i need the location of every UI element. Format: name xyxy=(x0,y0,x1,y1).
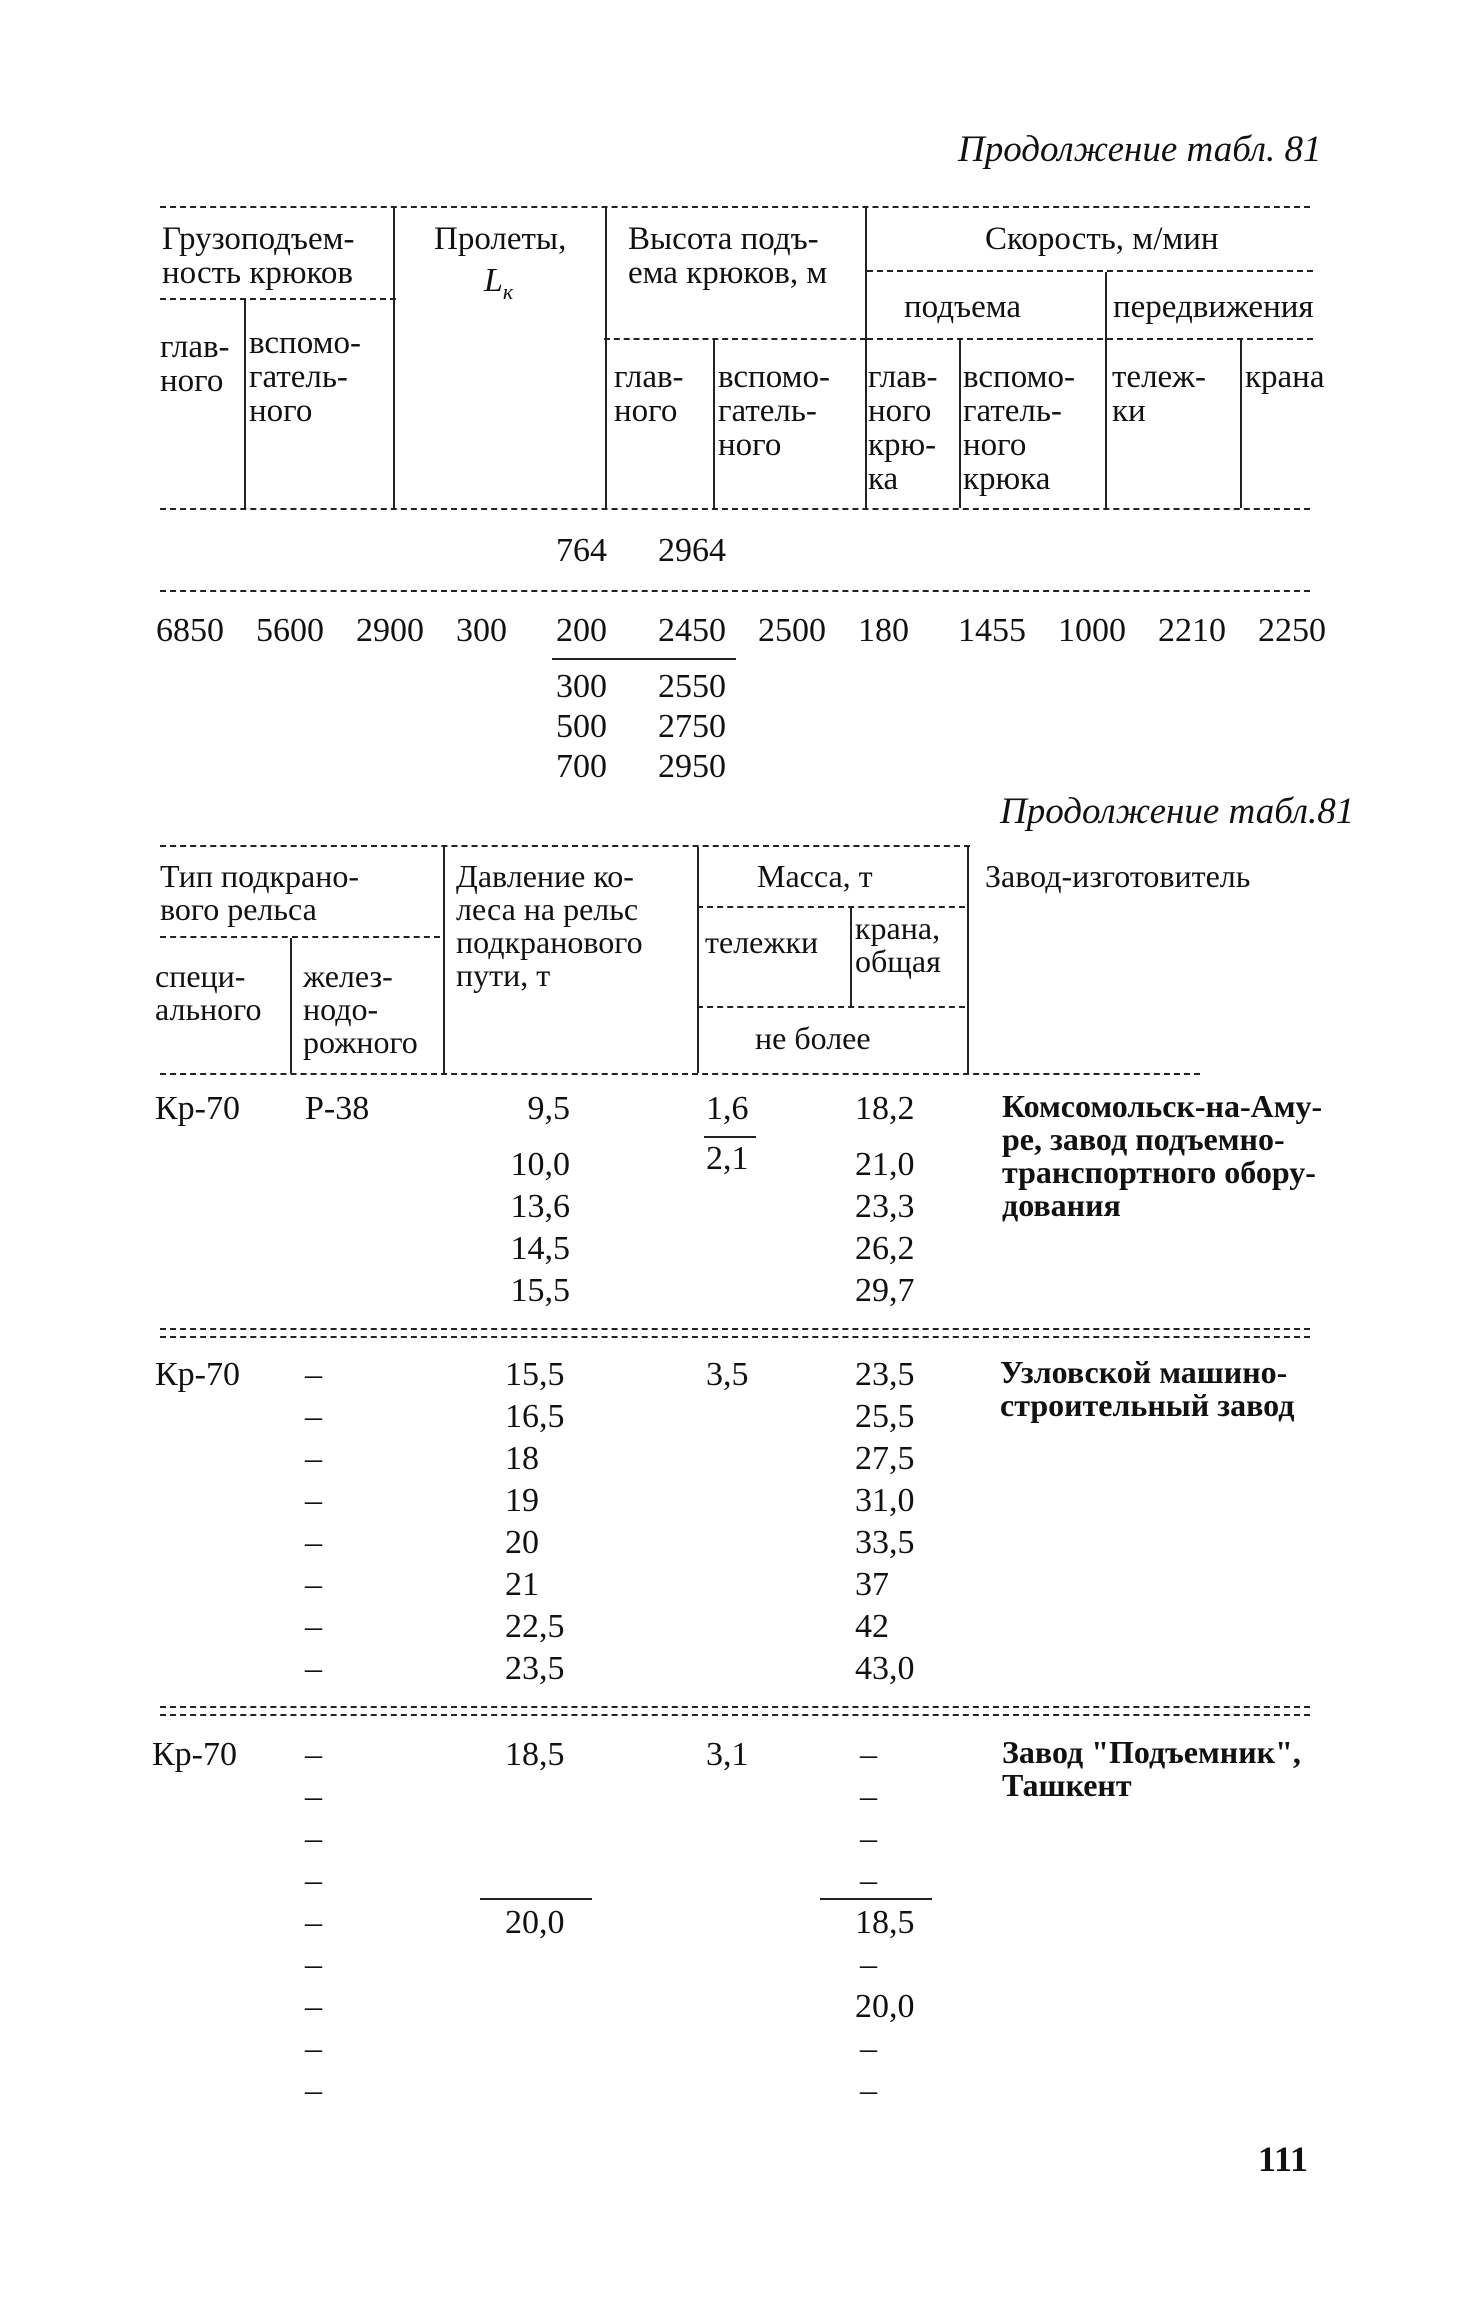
group3-crane: – xyxy=(860,1862,877,1899)
group2-railway: – xyxy=(305,1524,322,1561)
rule xyxy=(160,936,440,938)
group3-crane: – xyxy=(860,1820,877,1857)
main-row-value: 5600 xyxy=(256,612,324,649)
group2-crane: 31,0 xyxy=(855,1482,915,1519)
sub-row-value: 2950 xyxy=(658,748,726,785)
group2-crane: 33,5 xyxy=(855,1524,915,1561)
rule xyxy=(820,1898,932,1900)
group2-railway: – xyxy=(305,1398,322,1435)
main-row-value: 2250 xyxy=(1258,612,1326,649)
rule xyxy=(850,908,852,1006)
header-capacity-main: глав- ного xyxy=(160,329,230,399)
rule xyxy=(480,1898,592,1900)
group2-crane: 27,5 xyxy=(855,1440,915,1477)
group2-railway: – xyxy=(305,1608,322,1645)
header-spans-symbol xyxy=(484,262,513,305)
table2-top-rule xyxy=(160,845,970,847)
group2-railway: – xyxy=(305,1356,322,1393)
table1-top-rule xyxy=(160,206,1310,208)
group1-trolley-numerator: 1,6 xyxy=(706,1090,749,1127)
group1-crane: 21,0 xyxy=(855,1146,915,1183)
rule xyxy=(867,338,1313,340)
header-height: Высота подъ- ема крюков, м xyxy=(628,221,828,291)
header-manufacturer: Завод-изготовитель xyxy=(985,858,1251,894)
rule xyxy=(290,938,292,1073)
sub-row-value: 2550 xyxy=(658,668,726,705)
rule xyxy=(244,300,246,508)
header-lift-main: глав- ного крю- ка xyxy=(868,359,938,497)
group3-pressure: 20,0 xyxy=(505,1904,565,1941)
group3-railway: – xyxy=(305,1946,322,1983)
group1-pressure: 10,0 xyxy=(510,1146,570,1183)
rule xyxy=(160,298,396,300)
main-row-value: 300 xyxy=(456,612,507,649)
main-row-value: 1000 xyxy=(1058,612,1126,649)
header-pressure: Давление ко- леса на рельс подкранового пути, т xyxy=(456,858,643,993)
group1-crane: 23,3 xyxy=(855,1188,915,1225)
group3-pressure: 18,5 xyxy=(505,1736,565,1773)
rule xyxy=(697,847,699,1073)
group2-pressure: 21 xyxy=(505,1566,539,1603)
group1-pressure: 9,5 xyxy=(527,1090,570,1127)
header-mass-trolley: тележки xyxy=(705,924,819,960)
group1-pressure: 15,5 xyxy=(510,1272,570,1309)
group2-railway: – xyxy=(305,1440,322,1477)
group1-railway: Р-38 xyxy=(305,1090,370,1127)
group1-crane: 29,7 xyxy=(855,1272,915,1309)
rule xyxy=(443,847,445,1073)
group2-rail: Кр-70 xyxy=(155,1356,240,1393)
main-row-value: 1455 xyxy=(958,612,1026,649)
group2-manufacturer: Узловской машино- строительный завод xyxy=(1000,1354,1295,1423)
sub-row-value: 700 xyxy=(556,748,607,785)
group1-rail: Кр-70 xyxy=(155,1090,240,1127)
pre-row-value: 764 xyxy=(556,532,607,569)
spans-symbol: L xyxy=(484,262,503,299)
main-row-value: 2500 xyxy=(758,612,826,649)
group2-pressure: 22,5 xyxy=(505,1608,565,1645)
group2-crane: 43,0 xyxy=(855,1650,915,1687)
header-travel: передвижения xyxy=(1113,289,1314,325)
rule xyxy=(160,1336,1310,1338)
rule xyxy=(967,847,969,1073)
sub-row-value: 500 xyxy=(556,708,607,745)
group3-railway: – xyxy=(305,2030,322,2067)
main-row-value: 2450 xyxy=(658,612,726,649)
group2-railway: – xyxy=(305,1482,322,1519)
main-row-value: 180 xyxy=(858,612,909,649)
main-row-value: 2900 xyxy=(356,612,424,649)
group2-pressure: 18 xyxy=(505,1440,539,1477)
pre-row-value: 2964 xyxy=(658,532,726,569)
group3-railway: – xyxy=(305,1736,322,1773)
header-capacity: Грузоподъем- ность крюков xyxy=(162,221,355,291)
header-rail-type: Тип подкрано- вого рельса xyxy=(160,858,360,927)
group2-crane: 42 xyxy=(855,1608,889,1645)
header-crane: крана xyxy=(1245,359,1325,395)
header-special: специ- ального xyxy=(155,958,262,1027)
table2-header-bottom-rule xyxy=(160,1073,1200,1075)
rule xyxy=(160,590,1310,592)
group2-railway: – xyxy=(305,1650,322,1687)
header-capacity-aux: вспомо- гатель- ного xyxy=(249,325,361,429)
group3-railway: – xyxy=(305,1820,322,1857)
group1-crane: 18,2 xyxy=(855,1090,915,1127)
page-number: 111 xyxy=(1258,2139,1309,2179)
group2-pressure: 23,5 xyxy=(505,1650,565,1687)
rule xyxy=(959,340,961,508)
spans-sub: к xyxy=(502,278,514,304)
group1-manufacturer: Комсомольск-на-Аму- ре, завод подъемно- транспортного обору- дования xyxy=(1002,1088,1323,1223)
group3-railway: – xyxy=(305,1778,322,1815)
group3-crane: – xyxy=(860,1736,877,1773)
rule xyxy=(865,208,867,508)
group2-trolley: 3,5 xyxy=(706,1356,749,1393)
group1-crane: 26,2 xyxy=(855,1230,915,1267)
main-row-value: 200 xyxy=(556,612,607,649)
header-railway: желез- нодо- рожного xyxy=(303,958,418,1060)
rule xyxy=(867,270,1313,272)
group2-pressure: 16,5 xyxy=(505,1398,565,1435)
rule xyxy=(697,906,965,908)
group2-crane: 37 xyxy=(855,1566,889,1603)
group3-railway: – xyxy=(305,1862,322,1899)
group3-railway: – xyxy=(305,2072,322,2109)
group3-crane: – xyxy=(860,1946,877,1983)
group3-crane: – xyxy=(860,2072,877,2109)
group3-crane: 20,0 xyxy=(855,1988,915,2025)
group-separator xyxy=(160,1706,1310,1708)
header-trolley: тележ- ки xyxy=(1112,359,1206,429)
group2-railway: – xyxy=(305,1566,322,1603)
rule xyxy=(552,658,736,660)
rule xyxy=(1105,272,1107,508)
main-row-value: 6850 xyxy=(156,612,224,649)
group2-pressure: 15,5 xyxy=(505,1356,565,1393)
group1-pressure: 13,6 xyxy=(510,1188,570,1225)
group3-railway: – xyxy=(305,1904,322,1941)
group3-rail: Кр-70 xyxy=(152,1736,237,1773)
rule xyxy=(605,208,607,508)
rule xyxy=(160,1714,1310,1716)
group3-crane: 18,5 xyxy=(855,1904,915,1941)
group2-crane: 23,5 xyxy=(855,1356,915,1393)
group3-manufacturer: Завод "Подъемник", Ташкент xyxy=(1002,1734,1301,1803)
group2-pressure: 19 xyxy=(505,1482,539,1519)
sub-row-value: 300 xyxy=(556,668,607,705)
rule xyxy=(704,1136,756,1138)
header-spans: Пролеты, xyxy=(434,221,567,257)
rule xyxy=(393,208,395,508)
header-lift: подъема xyxy=(904,289,1022,325)
header-mass-crane-total: крана, общая xyxy=(855,910,941,979)
header-speed: Скорость, м/мин xyxy=(985,221,1219,257)
header-height-main: глав- ного xyxy=(614,359,684,429)
header-lift-aux: вспомо- гатель- ного крюка xyxy=(963,359,1075,497)
table1-continuation-caption: Продолжение табл. 81 xyxy=(958,129,1322,170)
rule xyxy=(713,340,715,508)
group3-railway: – xyxy=(305,1988,322,2025)
group1-trolley-denominator: 2,1 xyxy=(706,1140,749,1177)
header-not-more: не более xyxy=(755,1020,871,1056)
group3-crane: – xyxy=(860,1778,877,1815)
rule xyxy=(1240,340,1242,508)
table1-header-bottom-rule xyxy=(160,508,1310,510)
group-separator xyxy=(160,1328,1310,1330)
group3-crane: – xyxy=(860,2030,877,2067)
rule xyxy=(697,1006,965,1008)
group1-pressure: 14,5 xyxy=(510,1230,570,1267)
main-row-value: 2210 xyxy=(1158,612,1226,649)
group3-trolley: 3,1 xyxy=(706,1736,749,1773)
header-height-aux: вспомо- гатель- ного xyxy=(718,359,830,463)
sub-row-value: 2750 xyxy=(658,708,726,745)
group2-crane: 25,5 xyxy=(855,1398,915,1435)
header-mass: Масса, т xyxy=(757,858,873,894)
table2-continuation-caption: Продолжение табл.81 xyxy=(1000,791,1355,832)
group2-pressure: 20 xyxy=(505,1524,539,1561)
rule xyxy=(604,338,866,340)
